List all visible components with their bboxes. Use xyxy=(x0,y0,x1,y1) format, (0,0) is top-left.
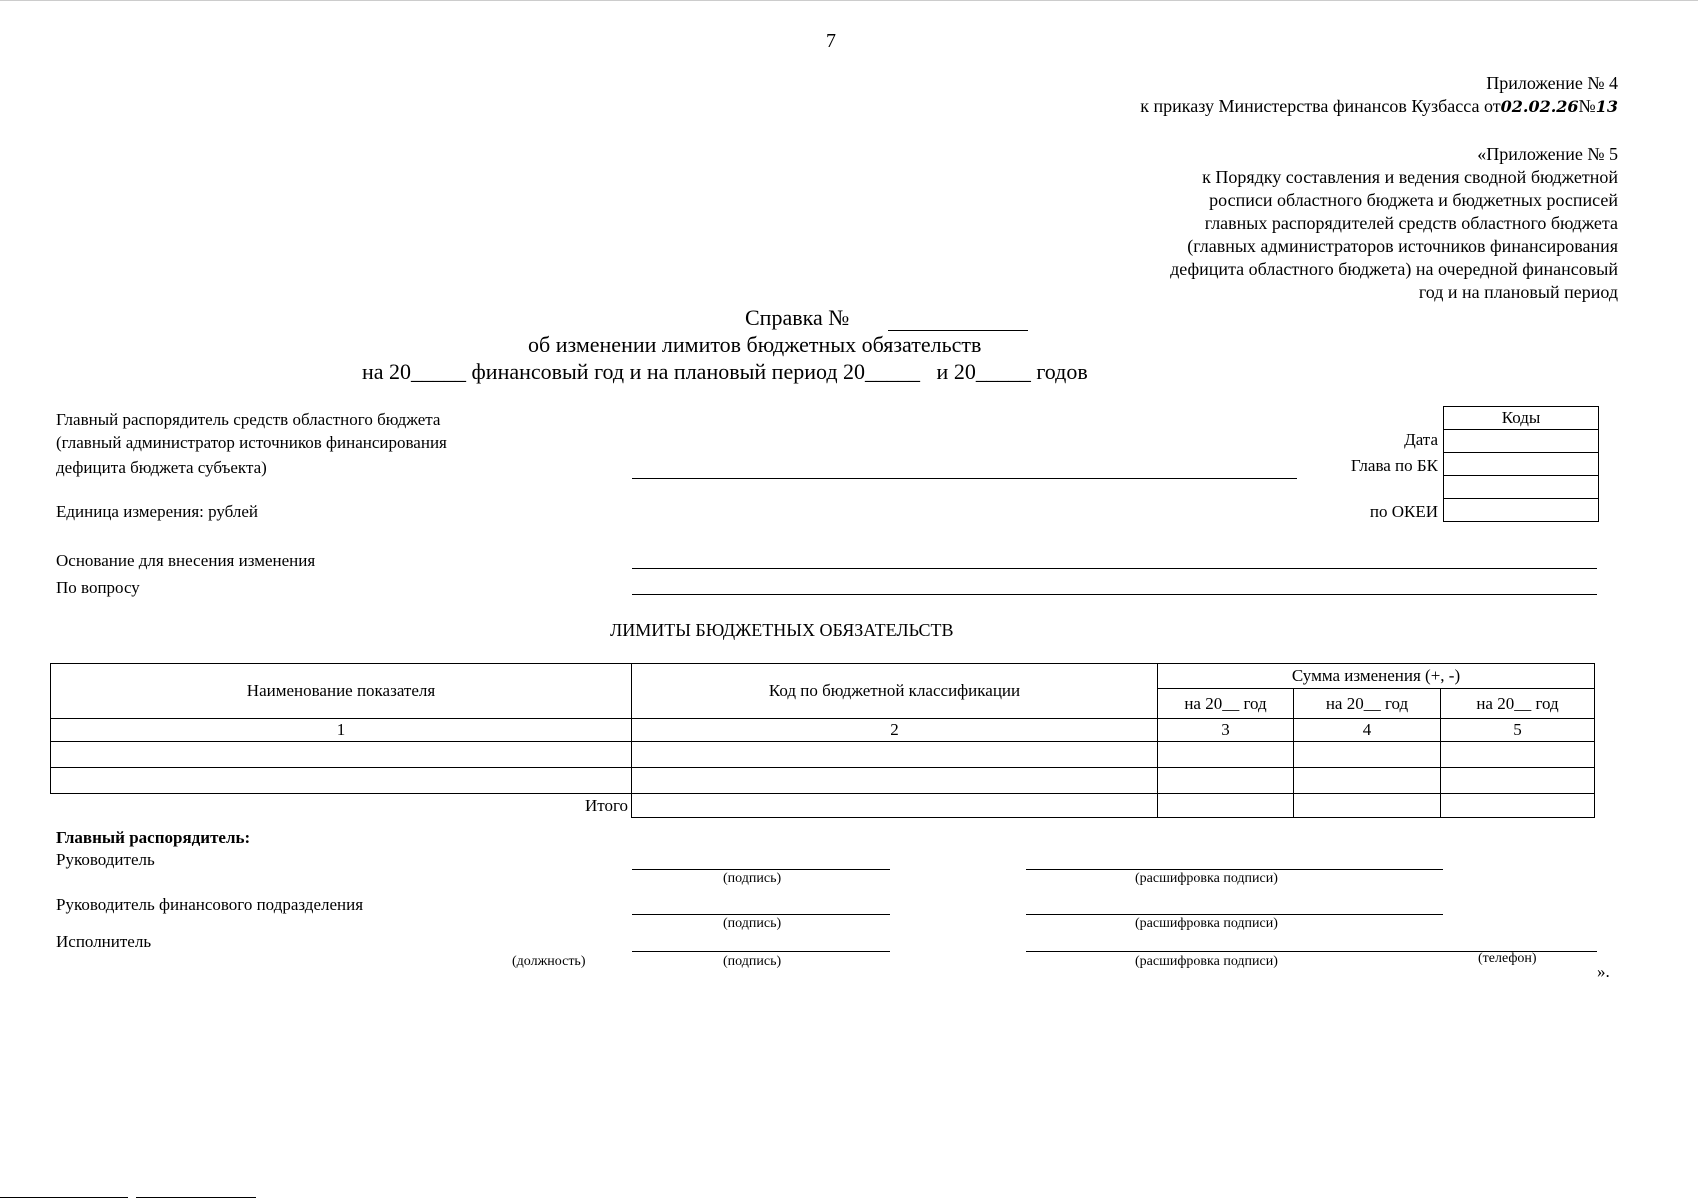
decode-caption: (расшифровка подписи) xyxy=(1135,871,1278,886)
scan-top-edge xyxy=(0,0,1698,1)
head-signature-field[interactable] xyxy=(632,869,890,870)
table-cell[interactable] xyxy=(51,768,632,794)
codes-box xyxy=(1443,406,1599,522)
appendix-5-block xyxy=(1170,143,1618,304)
col-header-name: Наименование показателя xyxy=(51,664,632,719)
table-row xyxy=(51,768,1595,794)
table-cell[interactable] xyxy=(632,742,1158,768)
limits-table xyxy=(50,663,1595,818)
main-manager-heading: Главный распорядитель: xyxy=(56,828,251,847)
handwritten-date: 02.02.26 xyxy=(1500,97,1579,116)
table-cell[interactable] xyxy=(1294,794,1441,818)
unit-label: Единица измерения: рублей xyxy=(56,502,259,521)
title-number-line xyxy=(888,330,1028,331)
bk-label: Глава по БК xyxy=(1350,456,1438,475)
decode-caption: (расшифровка подписи) xyxy=(1135,954,1278,969)
okei-label: по ОКЕИ xyxy=(1369,502,1438,521)
scan-artifact-line xyxy=(0,1197,128,1198)
signature-caption: (подпись) xyxy=(723,954,782,969)
closing-quote: ». xyxy=(1597,962,1610,981)
table-cell[interactable] xyxy=(1441,742,1595,768)
appendix-5-line: к Порядку составления и ведения сводной бюджетной xyxy=(1202,167,1618,187)
codes-date-cell[interactable] xyxy=(1444,430,1598,453)
question-label: По вопросу xyxy=(56,578,140,597)
main-manager-label-1: Главный распорядитель средств областного бюджета xyxy=(56,410,441,429)
appendix-4-title: Приложение № 4 xyxy=(1486,73,1618,93)
col-num: 3 xyxy=(1158,719,1294,742)
appendix-4-order-text: к приказу Министерства финансов Кузбасса от xyxy=(1140,96,1501,116)
handwritten-number: 13 xyxy=(1595,97,1618,116)
col-num: 5 xyxy=(1441,719,1595,742)
page-number: 7 xyxy=(826,30,836,52)
col-header-sum: Сумма изменения (+, -) xyxy=(1158,664,1595,689)
limits-title: ЛИМИТЫ БЮДЖЕТНЫХ ОБЯЗАТЕЛЬСТВ xyxy=(610,620,954,640)
head-label: Руководитель xyxy=(56,850,155,869)
codes-empty-cell[interactable] xyxy=(1444,476,1598,499)
basis-field[interactable] xyxy=(632,568,1597,569)
table-cell[interactable] xyxy=(1441,794,1595,818)
order-number-prefix: № xyxy=(1578,96,1596,116)
fin-head-decode-field[interactable] xyxy=(1026,914,1443,915)
codes-okei-cell[interactable] xyxy=(1444,499,1598,521)
table-cell[interactable] xyxy=(1158,794,1294,818)
fin-head-label: Руководитель финансового подразделения xyxy=(56,895,364,914)
appendix-5-line: главных распорядителей средств областного бюджета xyxy=(1204,213,1618,233)
document-period xyxy=(362,359,1088,385)
period-part-a: на 20_____ финансовый год и на плановый период 20_____ xyxy=(362,359,921,384)
col-header-year1: на 20__ год xyxy=(1158,689,1294,719)
codes-header: Коды xyxy=(1444,407,1598,430)
col-num: 2 xyxy=(632,719,1158,742)
table-cell[interactable] xyxy=(1294,768,1441,794)
col-header-code: Код по бюджетной классификации xyxy=(632,664,1158,719)
col-num: 1 xyxy=(51,719,632,742)
question-field[interactable] xyxy=(632,594,1597,595)
document-subtitle: об изменении лимитов бюджетных обязательств xyxy=(528,332,982,357)
appendix-4-header xyxy=(1140,72,1618,118)
document-title: Справка № xyxy=(745,305,850,330)
main-manager-label-3: дефицита бюджета субъекта) xyxy=(56,458,267,477)
appendix-5-line: год и на плановый период xyxy=(1418,282,1618,302)
appendix-5-line: «Приложение № 5 xyxy=(1477,144,1618,164)
phone-caption: (телефон) xyxy=(1478,951,1537,966)
table-cell[interactable] xyxy=(1294,742,1441,768)
decode-caption: (расшифровка подписи) xyxy=(1135,916,1278,931)
table-cell[interactable] xyxy=(1158,768,1294,794)
col-num: 4 xyxy=(1294,719,1441,742)
codes-bk-cell[interactable] xyxy=(1444,453,1598,476)
period-part-b: и 20_____ годов xyxy=(936,359,1088,384)
appendix-5-line: росписи областного бюджета и бюджетных росписей xyxy=(1209,190,1618,210)
position-caption: (должность) xyxy=(512,954,586,969)
col-header-year2: на 20__ год xyxy=(1294,689,1441,719)
table-cell[interactable] xyxy=(632,794,1158,818)
fin-head-signature-field[interactable] xyxy=(632,914,890,915)
appendix-5-line: дефицита областного бюджета) на очередной финансовый xyxy=(1170,259,1618,279)
basis-label: Основание для внесения изменения xyxy=(56,551,316,570)
table-cell[interactable] xyxy=(51,742,632,768)
signature-caption: (подпись) xyxy=(723,871,782,886)
table-cell[interactable] xyxy=(632,768,1158,794)
table-row xyxy=(51,742,1595,768)
total-row xyxy=(51,794,1595,818)
appendix-4-order xyxy=(1140,95,1618,118)
main-manager-field[interactable] xyxy=(632,478,1297,479)
signature-caption: (подпись) xyxy=(723,916,782,931)
executor-label: Исполнитель xyxy=(56,932,152,951)
date-label: Дата xyxy=(1404,430,1438,449)
col-header-year3: на 20__ год xyxy=(1441,689,1595,719)
scan-artifact-line xyxy=(136,1197,256,1198)
table-cell[interactable] xyxy=(1158,742,1294,768)
appendix-5-line: (главных администраторов источников финансирования xyxy=(1187,236,1618,256)
executor-signature-field[interactable] xyxy=(632,951,890,952)
main-manager-label-2: (главный администратор источников финансирования xyxy=(56,433,447,452)
total-label: Итого xyxy=(584,795,628,815)
table-cell[interactable] xyxy=(1441,768,1595,794)
head-decode-field[interactable] xyxy=(1026,869,1443,870)
